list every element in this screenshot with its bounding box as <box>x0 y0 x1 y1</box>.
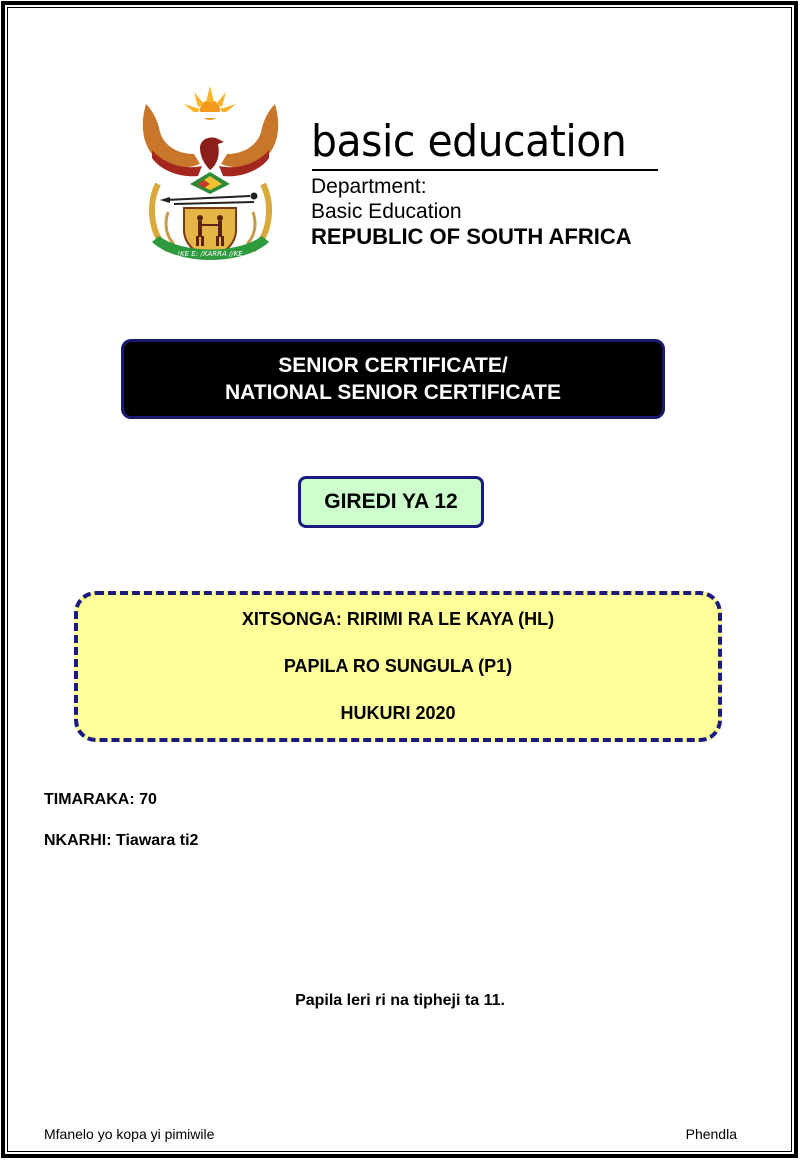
time-info: NKARHI: Tiawara ti2 <box>44 832 199 849</box>
page-count-note: Papila leri ri na tipheji ta 11. <box>295 992 505 1009</box>
marks-info: TIMARAKA: 70 <box>44 791 157 808</box>
country-name: REPUBLIC OF SOUTH AFRICA <box>311 224 632 249</box>
department-label: Department: <box>311 175 427 198</box>
sun-icon <box>184 86 236 120</box>
certificate-banner <box>121 339 665 419</box>
turn-over-note: Phendla <box>685 1126 737 1142</box>
grade-badge <box>298 476 484 528</box>
subject-title: XITSONGA: RIRIMI RA LE KAYA (HL) <box>241 609 555 629</box>
brand-title: basic education <box>311 116 627 167</box>
subject-box <box>74 591 722 742</box>
coat-of-arms-icon <box>138 84 283 266</box>
paper-title: PAPILA RO SUNGULA (P1) <box>283 656 513 676</box>
crest-motto: !KE E: /XARRA //KE <box>177 250 243 258</box>
department-branding <box>311 116 671 249</box>
certificate-line-2: NATIONAL SENIOR CERTIFICATE <box>225 381 561 404</box>
copyright-notice: Mfanelo yo kopa yi pimiwile <box>44 1126 215 1142</box>
certificate-line-1: SENIOR CERTIFICATE/ <box>278 354 508 377</box>
department-lines <box>311 174 632 249</box>
brand-divider <box>312 169 658 171</box>
department-name: Basic Education <box>311 200 462 223</box>
exam-session: HUKURI 2020 <box>340 703 456 723</box>
grade-label: GIREDI YA 12 <box>324 490 458 513</box>
